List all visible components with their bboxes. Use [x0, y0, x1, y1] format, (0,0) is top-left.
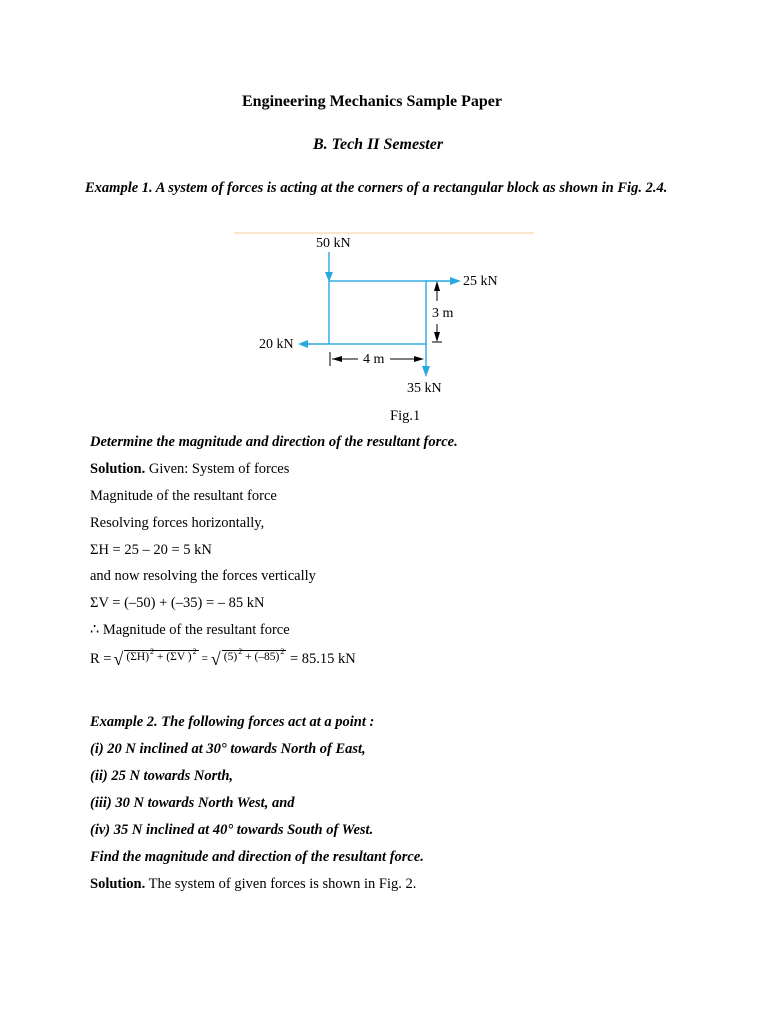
exponent: 2	[238, 647, 243, 656]
force-25kn-arrowhead	[450, 277, 461, 285]
formula-equals: =	[198, 653, 211, 665]
radicand-1	[124, 647, 198, 663]
example1-solution	[90, 461, 289, 478]
width-dimension-arrow-left	[332, 356, 342, 362]
term-minus-85: (–85)	[254, 651, 280, 663]
page-title: Engineering Mechanics Sample Paper	[242, 93, 502, 110]
rectangular-block	[329, 281, 426, 344]
solution-line-5: ΣV = (–50) + (–35) = – 85 kN	[90, 595, 265, 611]
radical-1	[113, 647, 198, 669]
label-25kn: 25 kN	[463, 274, 498, 289]
solution-line-2: Resolving forces horizontally,	[90, 515, 265, 531]
radical-2	[210, 647, 286, 669]
solution-text: The system of given forces is shown in Fig. 2.	[145, 876, 417, 892]
label-35kn: 35 kN	[407, 381, 442, 396]
term-5: (5)	[223, 651, 238, 663]
plus-sign: +	[154, 651, 167, 663]
example1-statement: Example 1. A system of forces is acting at the corners of a rectangular block as shown in Fig. 2.4.	[85, 180, 668, 196]
label-50kn: 50 kN	[316, 236, 351, 251]
example2-item-3: (iii) 30 N towards North West, and	[90, 795, 295, 811]
solution-label: Solution.	[90, 876, 146, 892]
resultant-formula	[90, 647, 356, 669]
example2-item-1: (i) 20 N inclined at 30° towards North of East,	[90, 741, 366, 757]
radicand-2	[222, 647, 287, 663]
example1-question: Determine the magnitude and direction of the resultant force.	[90, 434, 458, 450]
height-dimension-arrow-down	[434, 332, 440, 342]
formula-result: = 85.15 kN	[286, 650, 356, 667]
sqrt-symbol: √	[210, 649, 221, 669]
example2-heading: Example 2. The following forces act at a point :	[90, 714, 375, 730]
solution-line-6: ∴ Magnitude of the resultant force	[90, 622, 290, 638]
label-4m: 4 m	[363, 352, 385, 367]
force-diagram	[0, 228, 768, 428]
exponent: 2	[150, 647, 155, 656]
height-dimension-arrow-up	[434, 281, 440, 291]
example2-item-2: (ii) 25 N towards North,	[90, 768, 234, 784]
sqrt-symbol: √	[113, 649, 124, 669]
label-20kn: 20 kN	[259, 337, 294, 352]
solution-line-4: and now resolving the forces vertically	[90, 568, 316, 584]
figure-caption: Fig.1	[390, 408, 421, 424]
example2-item-4: (iv) 35 N inclined at 40° towards South of West.	[90, 822, 374, 838]
exponent: 2	[280, 647, 285, 656]
solution-label: Solution.	[90, 461, 146, 477]
solution-given: Given: System of forces	[145, 461, 290, 477]
solution-line-3: ΣH = 25 – 20 = 5 kN	[90, 542, 212, 558]
width-dimension-arrow-right	[414, 356, 424, 362]
force-35kn-arrowhead	[422, 366, 430, 377]
solution-line-1: Magnitude of the resultant force	[90, 488, 277, 504]
formula-lhs: R =	[90, 650, 112, 667]
force-20kn-arrowhead	[298, 340, 308, 348]
example2-question: Find the magnitude and direction of the resultant force.	[90, 849, 424, 865]
page-subtitle: B. Tech II Semester	[313, 136, 444, 153]
plus-sign: +	[242, 651, 255, 663]
label-3m: 3 m	[432, 306, 454, 321]
term-sigma-h: (ΣH)	[126, 651, 150, 663]
term-sigma-v: (ΣV )	[166, 651, 192, 663]
exponent: 2	[192, 647, 197, 656]
example2-solution	[90, 876, 416, 893]
